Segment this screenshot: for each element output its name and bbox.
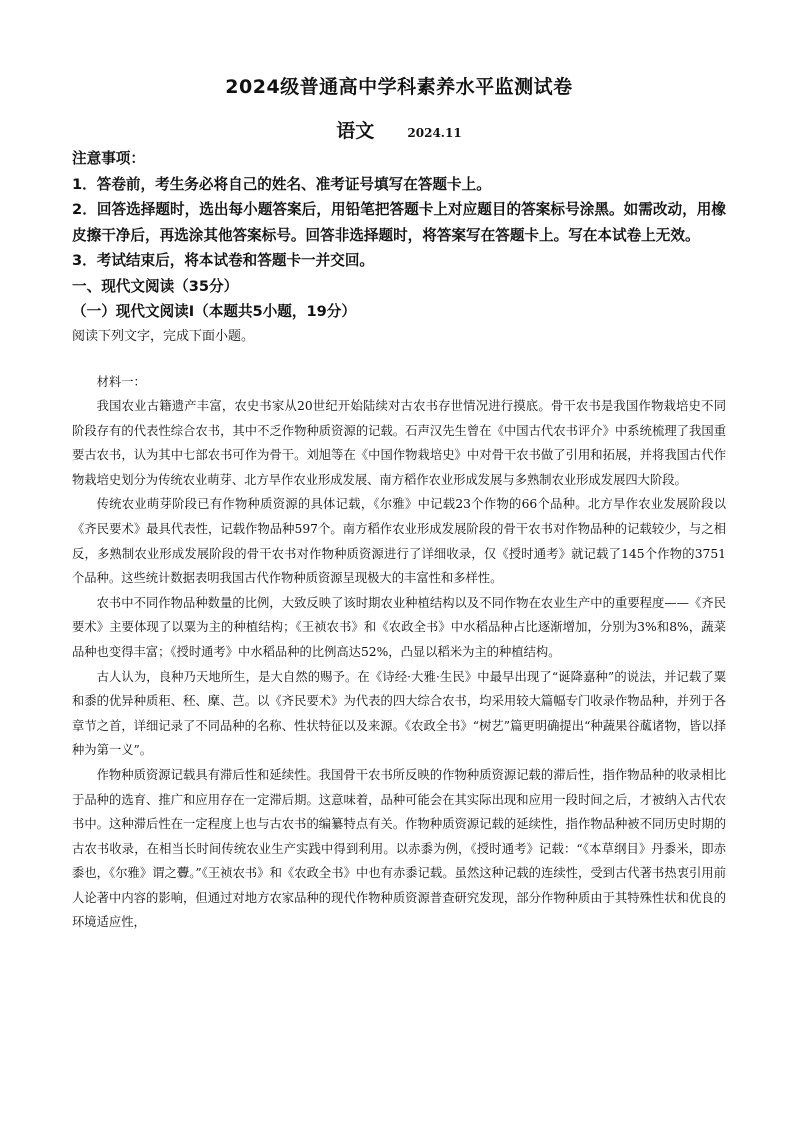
note-item-2: 2．回答选择题时，选出每小题答案后，用铅笔把答题卡上对应题目的答案标号涂黑。如需改动，用橡皮擦干净后，再选涂其他答案标号。回答非选择题时，将答案写在答题卡上。写在本试卷上无效。 [72, 201, 726, 244]
material-paragraph-1: 我国农业古籍遗产丰富，农史书家从20世纪开始陆续对古农书存世情况进行摸底。骨干农书是我国作物栽培史不同阶段存有的代表性综合农书，其中不乏作物种质资源的记载。石声汉先生曾在《中国古代农书评介》中系统梳理了我国重要古农书，认为其中七部农书可作为骨干。刘旭等在《中国作物栽培史》中对骨干农书做了引用和拓展，并将我国古代作物栽培史划分为传统农业萌芽、北方旱作农业形成发展、南方稻作农业形成发展与多熟制农业形成发展四大阶段。 [72, 399, 726, 487]
material-paragraph-3: 农书中不同作物品种数量的比例，大致反映了该时期农业种植结构以及不同作物在农业生产中的重要程度——《齐民要术》主要体现了以粟为主的种植结构；《王祯农书》和《农政全书》中水稻品种占比逐渐增加，分别为3%和8%，蔬菜品种也变得丰富；《授时通考》中水稻品种的比例高达52%，凸显以稻米为主的种植结构。 [72, 595, 726, 659]
notes-block [72, 146, 726, 349]
notes-heading: 注意事项： [72, 150, 145, 167]
material-paragraph-2: 传统农业萌芽阶段已有作物种质资源的具体记载，《尔雅》中记载23个作物的66个品种。北方旱作农业发展阶段以《齐民要术》最具代表性，记载作物品种597个。南方稻作农业形成发展阶段的骨干农书对作物品种的记载较少，与之相反，多熟制农业形成发展阶段的骨干农书对作物种质资源进行了详细收录，仅《授时通考》就记载了145个作物的3751个品种。这些统计数据表明我国古代作物种质资源呈现极大的丰富性和多样性。 [72, 497, 726, 586]
material-label: 材料一： [96, 375, 146, 389]
section-heading: 一、现代文阅读（35分） [72, 277, 239, 295]
reading-instruction: 阅读下列文字，完成下面小题。 [72, 328, 255, 344]
material-paragraph-4: 古人认为，良种乃天地所生，是大自然的赐予。在《诗经·大雅·生民》中最早出现了“诞降嘉种”的说法，并记载了粟和黍的优异种质秬、秠、穈、芑。以《齐民要术》为代表的四大综合农书，均采用较大篇幅专门收录作物品种，并列于各章节之首，详细记录了不同品种的名称、性状特征以及来源。《农政全书》“树艺”篇更明确提出“种蔬果谷蓏诸物，皆以择种为第一义”。 [72, 669, 726, 758]
note-item-1: 1．答卷前，考生务必将自己的姓名、准考证号填写在答题卡上。 [72, 175, 491, 193]
section-subheading: （一）现代文阅读Ⅰ（本题共5小题，19分） [72, 303, 356, 320]
subject-label: 语文 [336, 120, 375, 142]
exam-title: 2024级普通高中学科素养水平监测试卷 [225, 76, 573, 98]
note-item-3: 3．考试结束后，将本试卷和答题卡一并交回。 [72, 252, 375, 269]
exam-date: 2024.11 [407, 126, 462, 140]
reading-material [72, 370, 726, 935]
subject-line [72, 116, 726, 143]
material-paragraph-5: 作物种质资源记载具有滞后性和延续性。我国骨干农书所反映的作物种质资源记载的滞后性，指作物品种的收录相比于品种的选育、推广和应用存在一定滞后期。这意味着，品种可能会在其实际出现和应用一段时间之后，才被纳入古代农书中。这种滞后性在一定程度上也与古农书的编纂特点有关。作物种质资源记载的延续性，指作物品种被不同历史时期的古农书收录，在相当长时间传统农业生产实践中得到利用。以赤黍为例，《授时通考》记载：“《本草纲目》丹黍米，即赤黍也，《尔雅》谓之虋。”《王祯农书》和《农政全书》中也有赤黍记载。虽然这种记载的连续性，受到古代著书热衷引用前人论著中内容的影响，但通过对地方农家品种的现代作物种质资源普查研究发现，部分作物种质由于其特殊性状和优良的环境适应性， [72, 767, 726, 930]
